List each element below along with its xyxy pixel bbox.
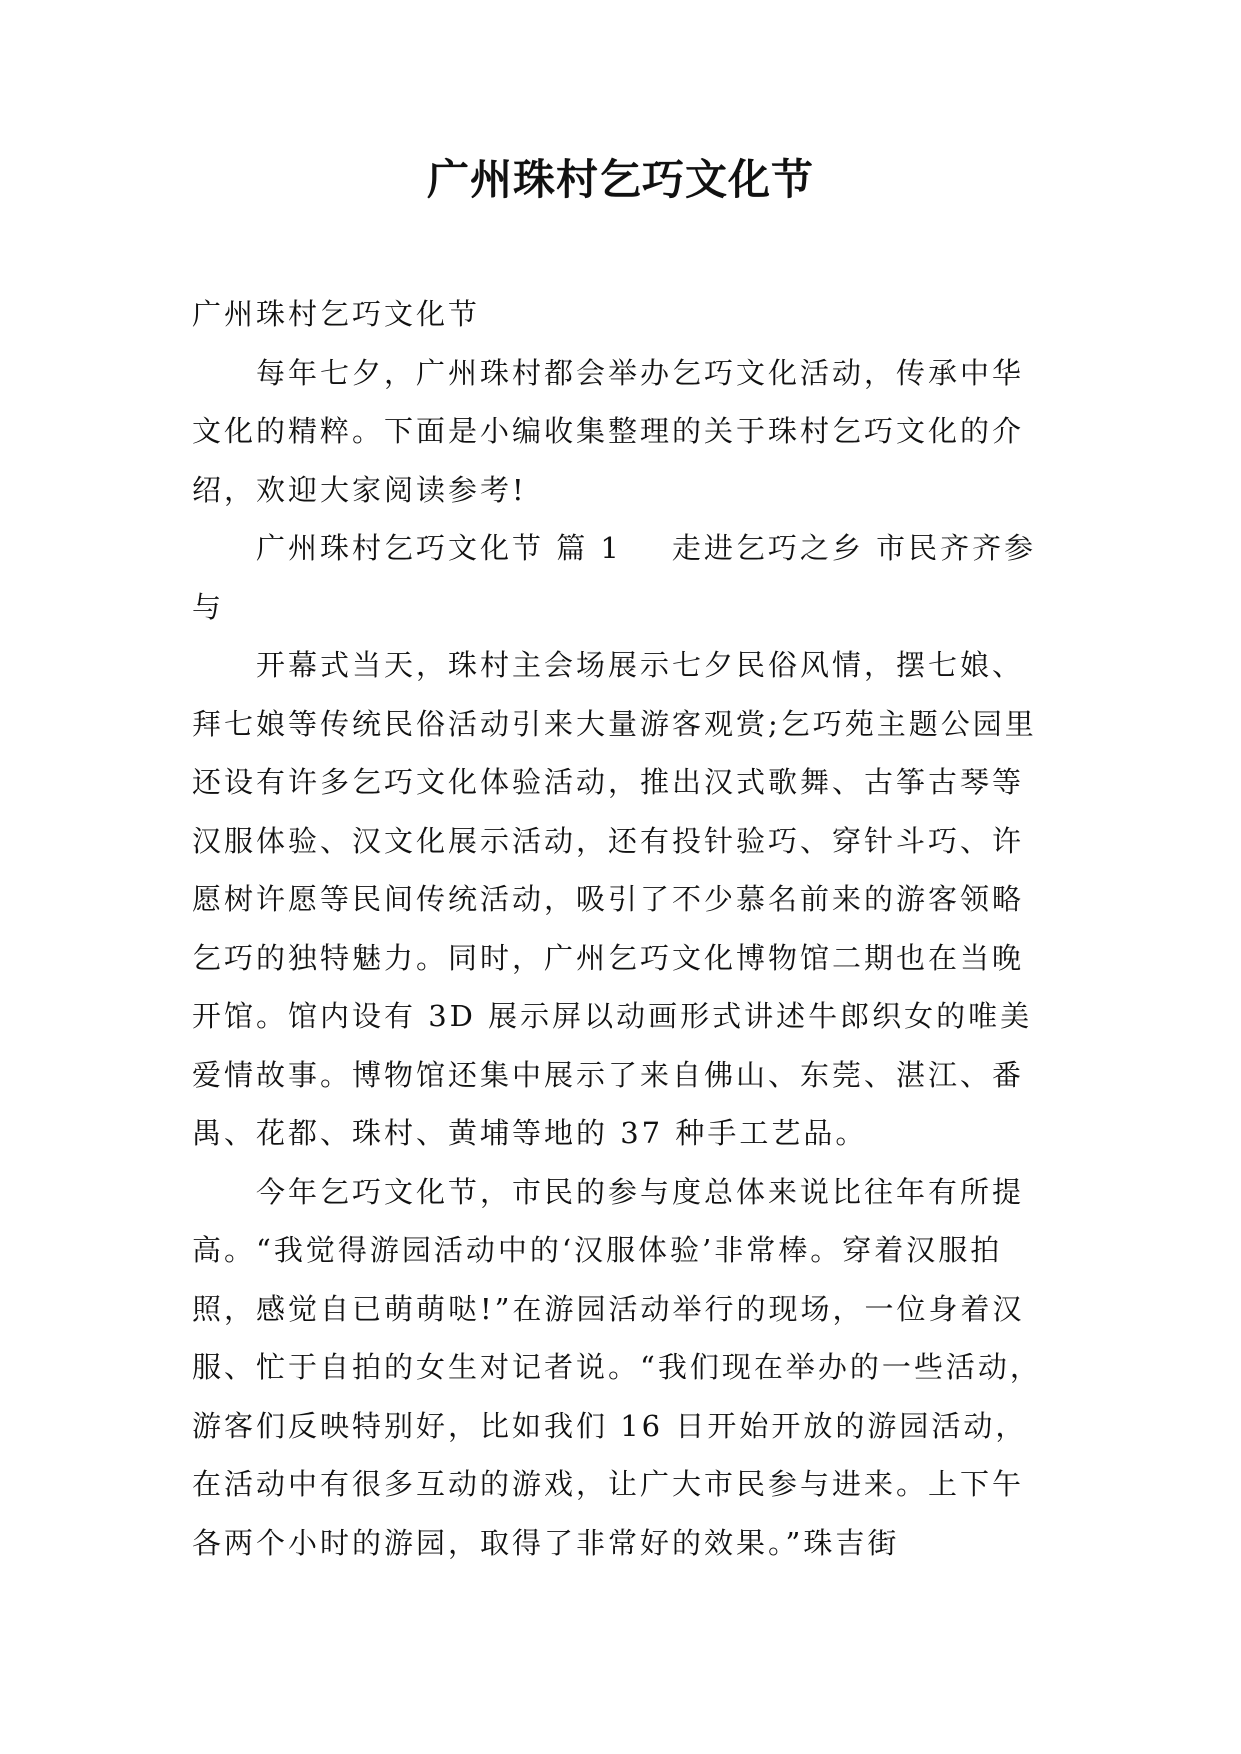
body-paragraph-2: 今年乞巧文化节，市民的参与度总体来说比往年有所提高。“我觉得游园活动中的‘汉服体验’非常棒。穿着汉服拍照，感觉自已萌萌哒!”在游园活动举行的现场，一位身着汉服、忙于自拍的女生对记者说。“我们现在举办的一些活动，游客们反映特别好，比如我们 16 日开始开放的游园活动，在活动中有很多互动的游戏，让广大市民参与进来。上下午各两个小时的游园，取得了非常好的效果。”珠吉街 <box>192 1174 1042 1560</box>
section-headline: 走进乞巧之乡 市民齐齐参与 <box>192 531 1037 624</box>
section-label: 广州珠村乞巧文化节 篇 1 <box>256 531 622 565</box>
document-subtitle: 广州珠村乞巧文化节 <box>192 297 481 331</box>
document-title: 广州珠村乞巧文化节 <box>426 155 814 204</box>
body-paragraph-1: 开幕式当天，珠村主会场展示七夕民俗风情，摆七娘、拜七娘等传统民俗活动引来大量游客观赏;乞巧苑主题公园里还设有许多乞巧文化体验活动，推出汉式歌舞、古筝古琴等汉服体验、汉文化展示活动，还有投针验巧、穿针斗巧、许愿树许愿等民间传统活动，吸引了不少慕名前来的游客领略乞巧的独特魅力。同时，广州乞巧文化博物馆二期也在当晚开馆。馆内设有 3D 展示屏以动画形式讲述牛郎织女的唯美爱情故事。博物馆还集中展示了来自佛山、东莞、湛江、番禺、花都、珠村、黄埔等地的 37 种手工艺品。 <box>192 648 1037 1150</box>
intro-paragraph: 每年七夕，广州珠村都会举办乞巧文化活动，传承中华文化的精粹。下面是小编收集整理的关于珠村乞巧文化的介绍，欢迎大家阅读参考! <box>192 355 1025 507</box>
section-heading <box>192 519 1052 636</box>
document-body <box>192 285 1052 1572</box>
